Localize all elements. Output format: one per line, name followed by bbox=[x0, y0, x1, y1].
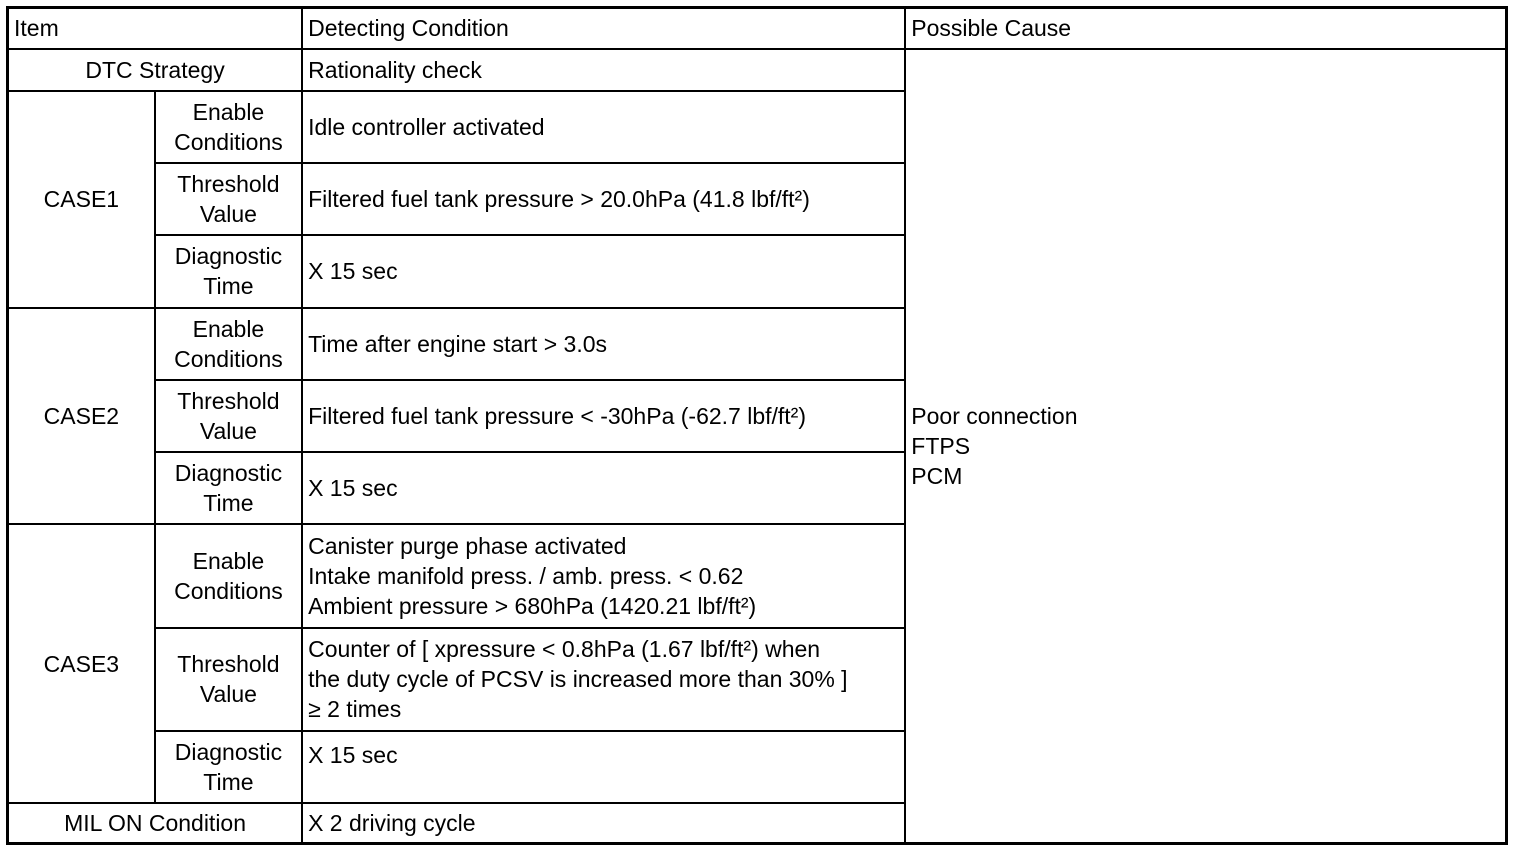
case3-enable-value: Canister purge phase activated Intake manifold press. / amb. press. < 0.62 Ambient pressure > 680hPa (1420.21 lbf/ft²) bbox=[302, 524, 905, 627]
case3-label: CASE3 bbox=[8, 524, 155, 803]
case3-enable-label: Enable Conditions bbox=[155, 524, 302, 627]
case1-threshold-label: Threshold Value bbox=[155, 163, 302, 235]
header-detecting-condition: Detecting Condition bbox=[302, 8, 905, 49]
case3-diagnostic-value: X 15 sec bbox=[302, 731, 905, 803]
case2-threshold-value: Filtered fuel tank pressure < -30hPa (-62.7 lbf/ft²) bbox=[302, 380, 905, 452]
case2-diagnostic-label: Diagnostic Time bbox=[155, 452, 302, 524]
case1-label: CASE1 bbox=[8, 91, 155, 308]
case2-label: CASE2 bbox=[8, 308, 155, 525]
case3-threshold-label: Threshold Value bbox=[155, 628, 302, 731]
dtc-strategy-row bbox=[8, 49, 1507, 91]
case1-diagnostic-label: Diagnostic Time bbox=[155, 235, 302, 307]
header-item: Item bbox=[8, 8, 303, 49]
case2-enable-value: Time after engine start > 3.0s bbox=[302, 308, 905, 380]
case1-enable-label: Enable Conditions bbox=[155, 91, 302, 163]
case2-diagnostic-value: X 15 sec bbox=[302, 452, 905, 524]
dtc-spec-table bbox=[6, 6, 1508, 845]
possible-cause-item: FTPS bbox=[911, 432, 971, 459]
case3-diagnostic-label: Diagnostic Time bbox=[155, 731, 302, 803]
case1-diagnostic-value: X 15 sec bbox=[302, 235, 905, 307]
possible-cause-item: Poor connection bbox=[911, 402, 1078, 429]
dtc-strategy-label: DTC Strategy bbox=[8, 49, 303, 91]
mil-on-value: X 2 driving cycle bbox=[302, 803, 905, 843]
possible-cause-item: PCM bbox=[911, 462, 963, 489]
case2-enable-label: Enable Conditions bbox=[155, 308, 302, 380]
header-row bbox=[8, 8, 1507, 49]
mil-on-label: MIL ON Condition bbox=[8, 803, 303, 843]
case3-threshold-value: Counter of [ xpressure < 0.8hPa (1.67 lbf/ft²) when the duty cycle of PCSV is increased more than 30% ] ≥ 2 times bbox=[302, 628, 905, 731]
case2-threshold-label: Threshold Value bbox=[155, 380, 302, 452]
header-possible-cause: Possible Cause bbox=[905, 8, 1506, 49]
dtc-strategy-value: Rationality check bbox=[302, 49, 905, 91]
possible-cause-cell bbox=[905, 49, 1506, 844]
case1-threshold-value: Filtered fuel tank pressure > 20.0hPa (41.8 lbf/ft²) bbox=[302, 163, 905, 235]
case1-enable-value: Idle controller activated bbox=[302, 91, 905, 163]
